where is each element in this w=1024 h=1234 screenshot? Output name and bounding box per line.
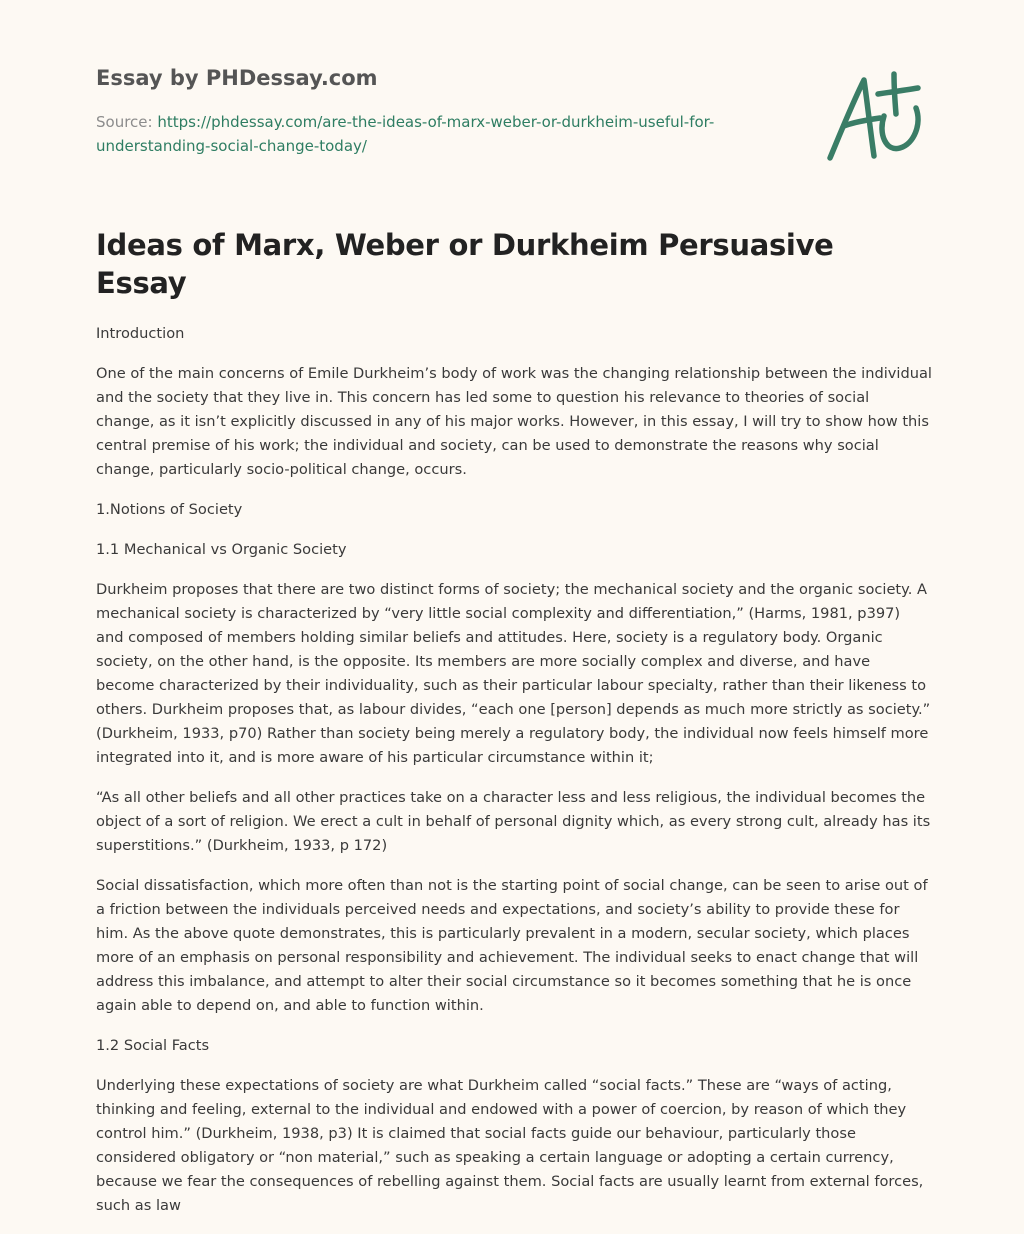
paragraph: Underlying these expectations of society are what Durkheim called “social facts.” These are “ways of acting, thinking and feeling, external to the individual and endowed with a power of coercion, by reason of which they control him.” (Durkheim, 1938, p3) It is claimed that social facts guide our behaviour, particularly those considered obligatory or “non material,” such as speaking a certain language or adopting a certain currency, because we fear the consequences of rebelling against them. Social facts are usually learnt from external forces, such as law (96, 1077, 924, 1214)
a-plus-logo-icon (822, 68, 930, 168)
paragraph: Durkheim proposes that there are two distinct forms of society; the mechanical society and the organic society. A mechanical society is characterized by “very little social complexity and differentiation,” (Harms, 1981, p397) and composed of members holding similar beliefs and attitudes. Here, society is a regulatory body. Organic society, on the other hand, is the opposite. Its members are more socially complex and diverse, and have become characterized by their individuality, such as their particular labour specialty, rather than their likeness to others. Durkheim proposes that, as labour divides, “each one [person] depends as much more strictly as society.” (Durkheim, 1933, p70) Rather than society being merely a regulatory body, the individual now feels himself more integrated into it, and is more aware of his particular circumstance within it; (96, 581, 931, 766)
subsection-mechanical-vs-organic-heading: 1.1 Mechanical vs Organic Society (96, 541, 347, 558)
essay-article (96, 226, 932, 1234)
section-introduction-heading: Introduction (96, 325, 185, 342)
quote-paragraph: “As all other beliefs and all other practices take on a character less and less religious, the individual becomes the object of a sort of religion. We erect a cult in behalf of personal dignity which, as every strong cult, already has its superstitions.” (Durkheim, 1933, p 172) (96, 789, 931, 854)
paragraph: One of the main concerns of Emile Durkheim’s body of work was the changing relationship between the individual and the society that they live in. This concern has led some to question his relevance to theories of social change, as it isn’t explicitly discussed in any of his major works. However, in this essay, I will try to show how this central premise of his work; the individual and society, can be used to demonstrate the reasons why social change, particularly socio-political change, occurs. (96, 365, 932, 478)
a-plus-grade-logo (822, 68, 930, 168)
paragraph: Social dissatisfaction, which more often than not is the starting point of social change, can be seen to arise out of a friction between the individuals perceived needs and expectations, and society’s ability to provide these for him. As the above quote demonstrates, this is particularly prevalent in a modern, secular society, which places more of an emphasis on personal responsibility and achievement. The individual seeks to enact change that will address this imbalance, and attempt to alter their social circumstance so it becomes something that he is once again able to depend on, and able to function within. (96, 877, 928, 1014)
source-line (96, 110, 816, 158)
site-name: Essay by PHDessay.com (96, 66, 378, 90)
essay-title: Ideas of Marx, Weber or Durkheim Persuasive Essay (96, 228, 834, 300)
source-label: Source: (96, 113, 158, 131)
subsection-social-facts-heading: 1.2 Social Facts (96, 1037, 210, 1054)
section-notions-of-society-heading: 1.Notions of Society (96, 501, 243, 518)
page-header (96, 64, 816, 158)
source-link[interactable]: https://phdessay.com/are-the-ideas-of-marx-weber-or-durkheim-useful-for-understanding-social-change-today/ (96, 113, 715, 155)
